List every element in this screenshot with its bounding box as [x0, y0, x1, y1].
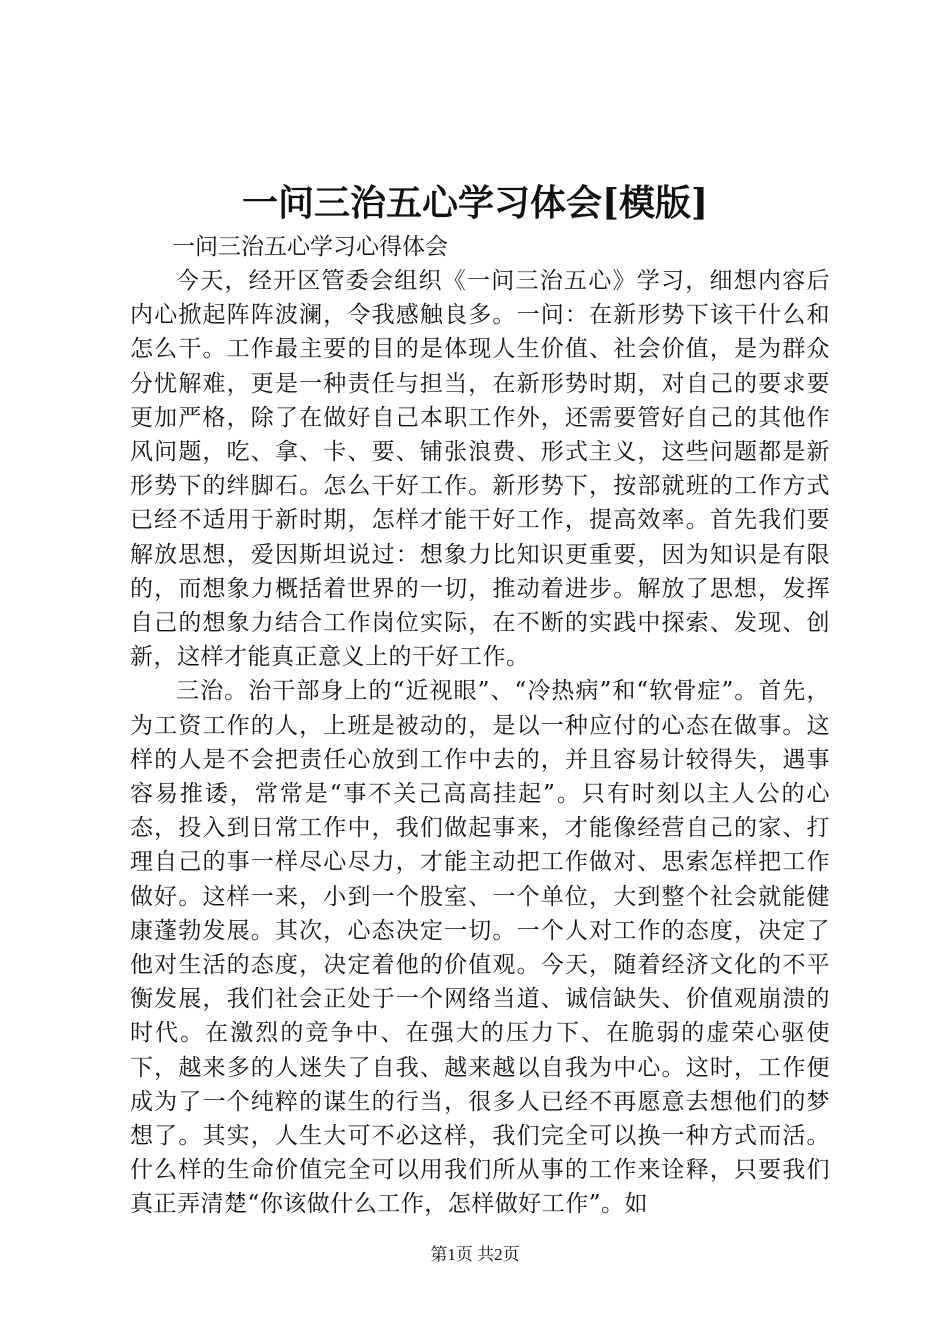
- document-body: [130, 230, 830, 1222]
- document-title: 一问三治五心学习体会[模版]: [241, 182, 709, 224]
- document-subtitle: 一问三治五心学习心得体会: [172, 234, 448, 260]
- paragraph-yi-wen: 今天，经开区管委会组织《一问三治五心》学习，细想内容后内心掀起阵阵波澜，令我感触良多。一问：在新形势下该干什么和怎么干。工作最主要的目的是体现人生价值、社会价值，是为群众分忧解难，更是一种责任与担当，在新形势时期，对自己的要求要更加严格，除了在做好自己本职工作外，还需要管好自己的其他作风问题，吃、拿、卡、要、铺张浪费、形式主义，这些问题都是新形势下的绊脚石。怎么干好工作。新形势下，按部就班的工作方式已经不适用于新时期，怎样才能干好工作，提高效率。首先我们要解放思想，爱因斯坦说过：想象力比知识更重要，因为知识是有限的，而想象力概括着世界的一切，推动着进步。解放了思想，发挥自己的想象力结合工作岗位实际，在不断的实践中探索、发现、创新，这样才能真正意义上的干好工作。: [130, 268, 830, 671]
- paragraph-san-zhi: 三治。治干部身上的“近视眼”、“冷热病”和“软骨症”。首先，为工资工作的人，上班是被动的，是以一种应付的心态在做事。这样的人是不会把责任心放到工作中去的，并且容易计较得失，遇事容易推诿，常常是“事不关己高高挂起”。只有时刻以主人公的心态，投入到日常工作中，我们做起事来，才能像经营自己的家、打理自己的事一样尽心尽力，才能主动把工作做对、思索怎样把工作做好。这样一来，小到一个股室、一个单位，大到整个社会就能健康蓬勃发展。其次，心态决定一切。一个人对工作的态度，决定了他对生活的态度，决定着他的价值观。今天，随着经济文化的不平衡发展，我们社会正处于一个网络当道、诚信缺失、价值观崩溃的时代。在激烈的竞争中、在强大的压力下、在脆弱的虚荣心驱使下，越来多的人迷失了自我、越来越以自我为中心。这时，工作便成为了一个纯粹的谋生的行当，很多人已经不再愿意去想他们的梦想了。其实，人生大可不必这样，我们完全可以换一种方式而活。什么样的生命价值完全可以用我们所从事的工作来诠释，只要我们真正弄清楚“你该做什么工作，怎样做好工作”。如: [130, 678, 830, 1218]
- page-indicator: 第1页 共2页: [430, 1245, 520, 1264]
